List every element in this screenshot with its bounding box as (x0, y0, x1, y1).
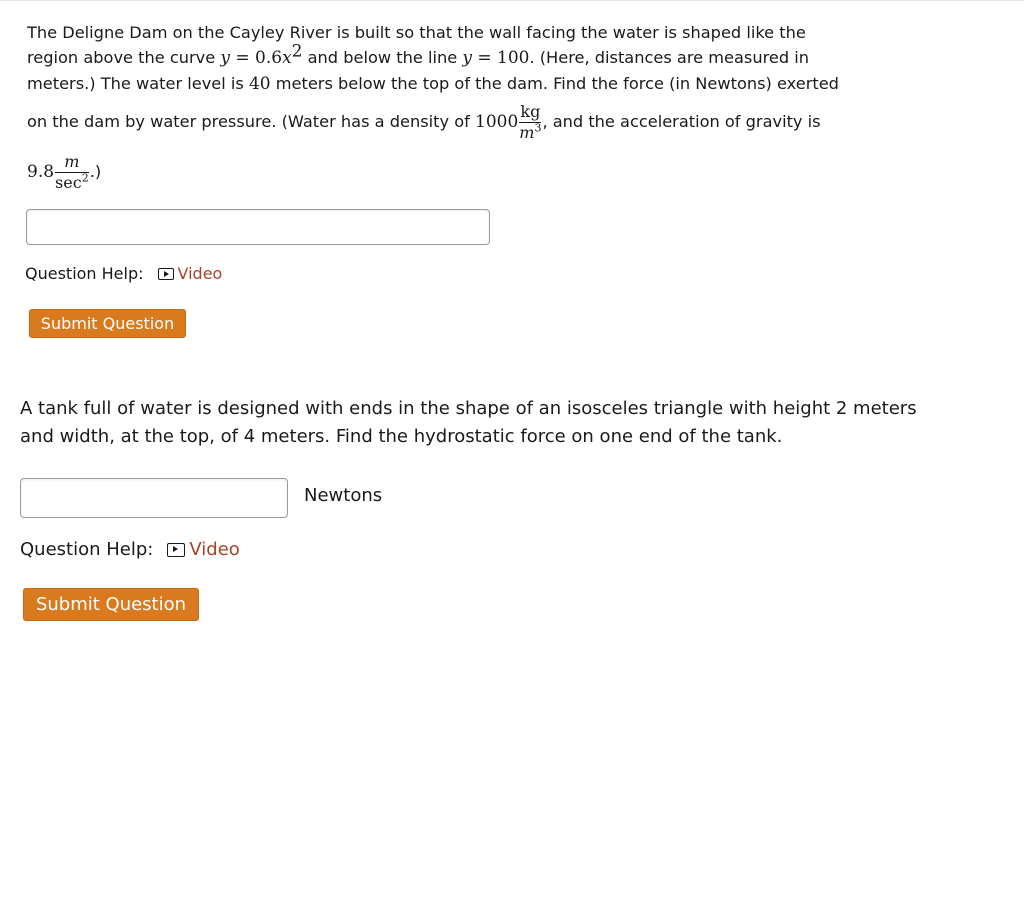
density-numerator: kg (520, 102, 541, 121)
play-video-icon (158, 268, 174, 280)
q1-line2-text: region above the curve (27, 48, 221, 67)
q2-unit-label: Newtons (304, 485, 383, 506)
q1-video-label: Video (177, 264, 223, 283)
q1-submit-button[interactable]: Submit Question (29, 309, 186, 338)
q1-line3-end: meters below the top of the dam. Find the force (in Newtons) exerted (270, 74, 839, 93)
q1-line4-text: on the dam by water pressure. (Water has a density of (27, 112, 475, 131)
question-1-text (27, 20, 847, 197)
q2-answer-input[interactable] (20, 478, 288, 518)
gravity-value: 9.8 (27, 162, 55, 182)
q1-help-label: Question Help: (25, 264, 144, 283)
q1-line1: The Deligne Dam on the Cayley River is built so that the wall facing the water is shaped like the (27, 23, 806, 42)
q1-line2-end: . (Here, distances are measured in (529, 48, 810, 67)
curve-coefficient: 0.6 (255, 48, 283, 68)
gravity-units-fraction (55, 153, 89, 192)
density-units-fraction (519, 103, 541, 142)
q2-video-link[interactable] (167, 539, 239, 560)
q2-submit-button[interactable]: Submit Question (23, 588, 199, 621)
density-denominator: m (519, 123, 535, 142)
q2-video-label: Video (189, 539, 240, 560)
density-value: 1000 (475, 112, 519, 132)
curve-lhs: y (220, 48, 230, 68)
question-2-text (20, 395, 940, 451)
gravity-denominator-exponent: 2 (81, 171, 89, 185)
gravity-denominator: sec (55, 173, 82, 192)
curve-variable: x (282, 48, 292, 68)
line-value: 100 (497, 48, 530, 68)
q1-answer-input[interactable] (26, 209, 490, 245)
q1-line2-mid: and below the line (302, 48, 463, 67)
q1-video-link[interactable] (158, 264, 223, 283)
q1-line4-end: , and the acceleration of gravity is (542, 112, 821, 131)
q1-line3-text: meters.) The water level is (27, 74, 249, 93)
q2-line1: A tank full of water is designed with ends in the shape of an isosceles triangle with height 2 meters (20, 398, 917, 419)
q1-line5-end: .) (89, 162, 102, 181)
play-video-icon (167, 543, 185, 557)
top-divider (0, 0, 1024, 1)
water-level-value: 40 (248, 74, 271, 94)
q1-question-help (25, 264, 222, 283)
line-lhs: y (462, 48, 472, 68)
line-equals: = (471, 48, 497, 68)
q2-question-help (20, 539, 240, 560)
curve-exponent: 2 (291, 41, 303, 62)
curve-equals: = (229, 48, 256, 68)
gravity-numerator: m (55, 153, 89, 173)
q2-line2: and width, at the top, of 4 meters. Find the hydrostatic force on one end of the tank. (20, 426, 783, 447)
q2-help-label: Question Help: (20, 539, 154, 560)
density-denominator-exponent: 3 (534, 121, 542, 135)
